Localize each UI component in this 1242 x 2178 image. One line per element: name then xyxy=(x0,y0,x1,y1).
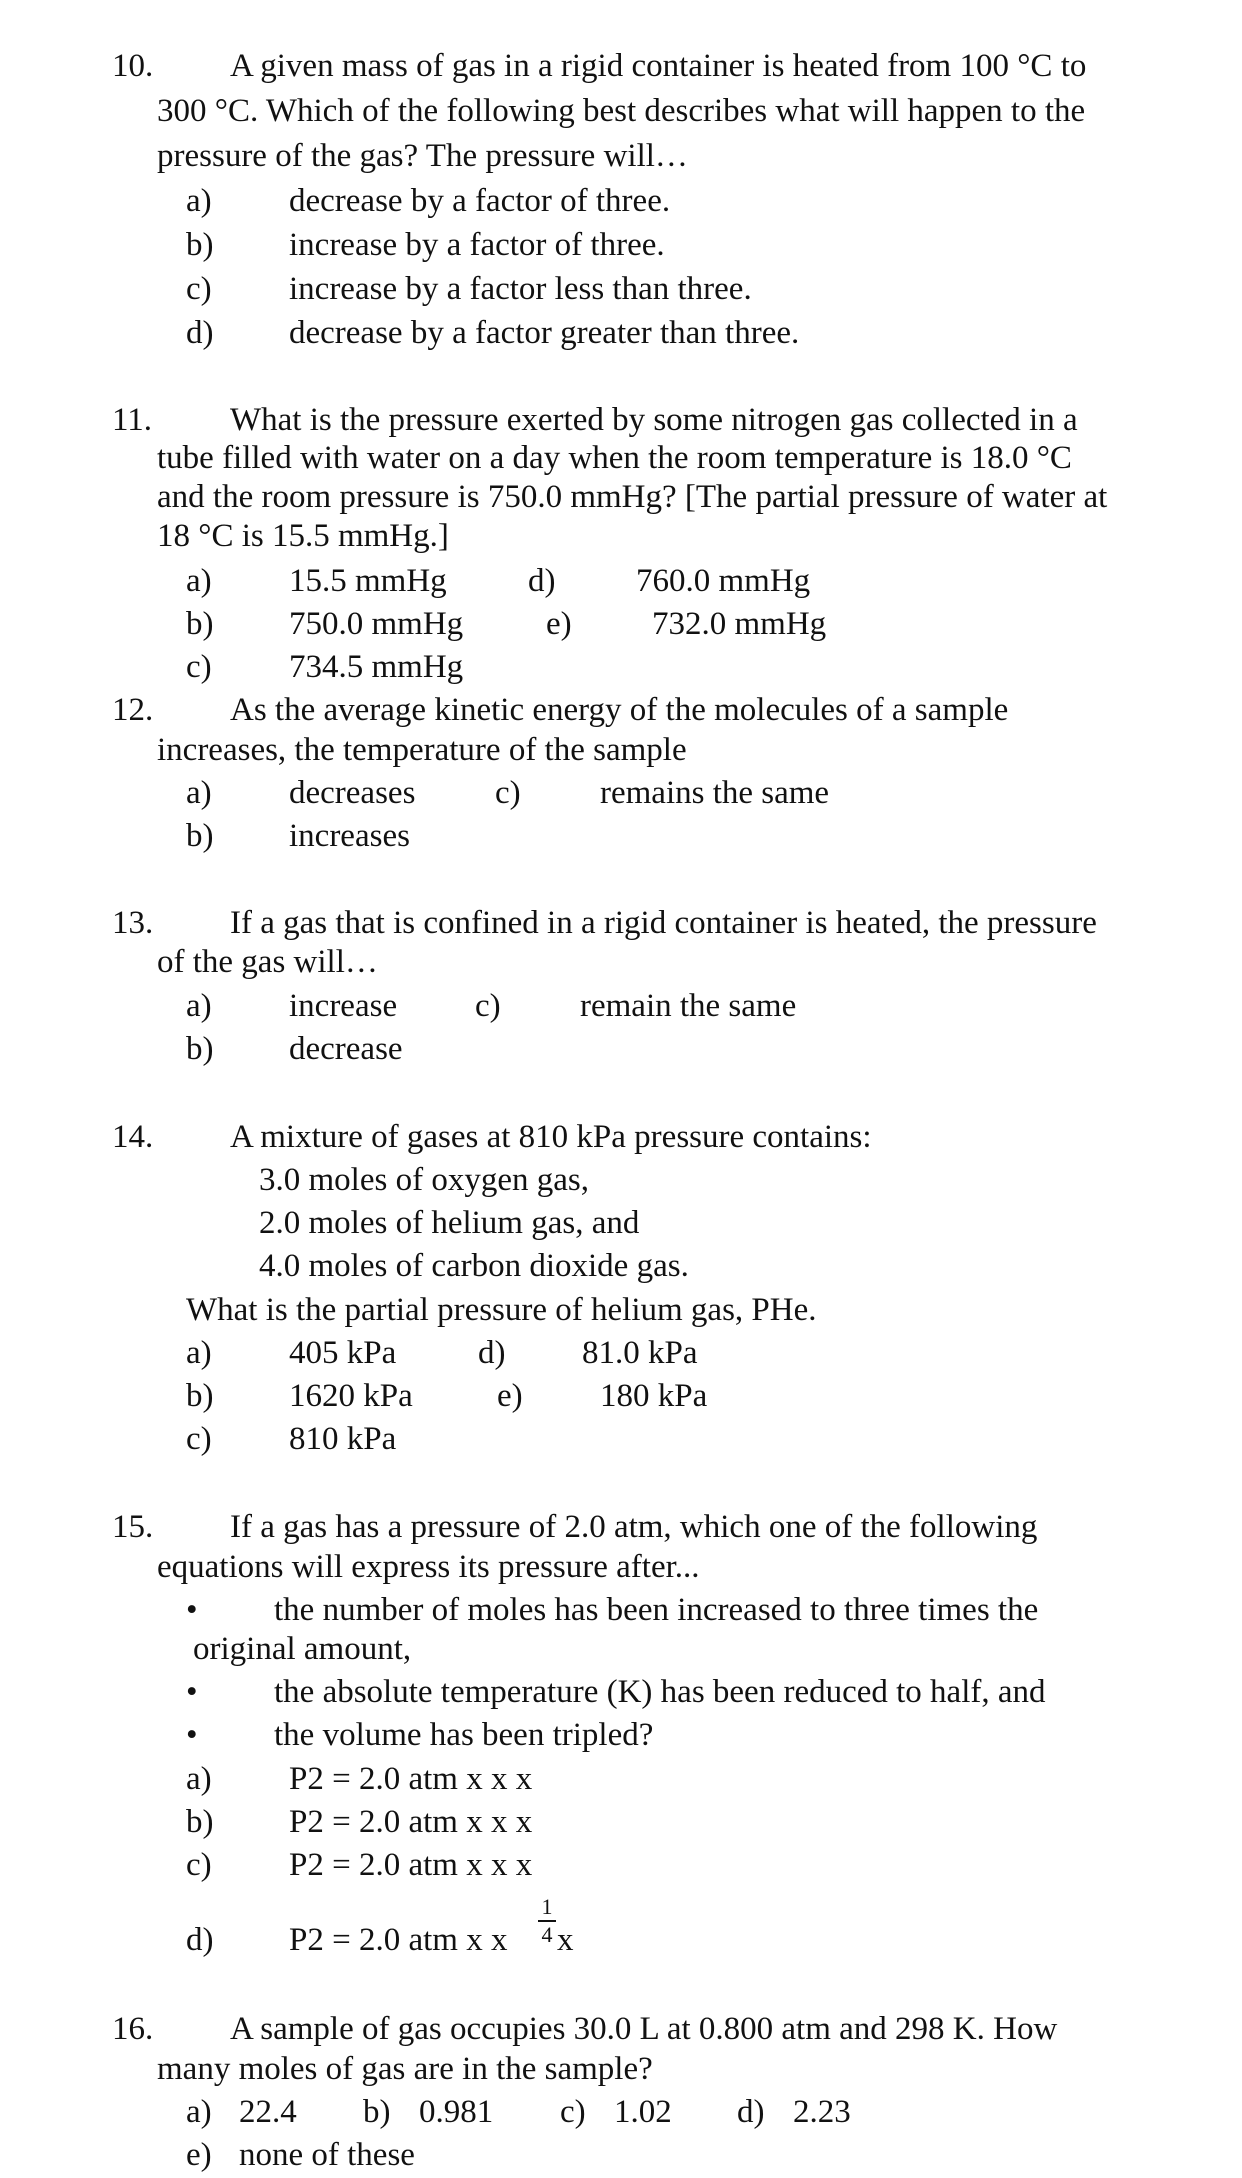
option-text: remains the same xyxy=(600,775,830,811)
option-text: 405 kPa xyxy=(289,1335,397,1371)
option-letter: c) xyxy=(475,988,501,1024)
fraction-denominator: 4 xyxy=(541,1922,553,1947)
option-letter: b) xyxy=(186,818,214,854)
question-text-line: increases, the temperature of the sample xyxy=(157,732,687,768)
option-letter: a) xyxy=(186,1761,212,1797)
question-text-line: A mixture of gases at 810 kPa pressure contains: xyxy=(230,1119,872,1155)
bullet-text: the number of moles has been increased to three times the xyxy=(274,1592,1039,1628)
bullet-text: the absolute temperature (K) has been reduced to half, and xyxy=(274,1674,1046,1710)
option-text: decrease xyxy=(289,1031,403,1067)
option-letter: e) xyxy=(546,606,572,642)
option-text: 180 kPa xyxy=(600,1378,708,1414)
option-letter: b) xyxy=(363,2094,391,2130)
question-number: 11. xyxy=(112,402,153,438)
question-text-line: What is the pressure exerted by some nitrogen gas collected in a xyxy=(230,402,1078,438)
question-text-line: As the average kinetic energy of the molecules of a sample xyxy=(230,692,1009,728)
bullet: • xyxy=(186,1674,198,1710)
option-letter: c) xyxy=(186,1421,212,1457)
option-letter: b) xyxy=(186,1804,214,1840)
option-text: increase xyxy=(289,988,398,1024)
option-text: increases xyxy=(289,818,410,854)
option-text: remain the same xyxy=(580,988,797,1024)
question-text-line: tube filled with water on a day when the room temperature is 18.0 °C xyxy=(157,440,1072,476)
option-text: 810 kPa xyxy=(289,1421,397,1457)
option-letter: d) xyxy=(737,2094,765,2130)
question-text-line: If a gas that is confined in a rigid container is heated, the pressure xyxy=(230,905,1097,941)
question-text-line: many moles of gas are in the sample? xyxy=(157,2051,653,2087)
question-number: 14. xyxy=(112,1119,154,1155)
option-letter: b) xyxy=(186,606,214,642)
option-text: P2 = 2.0 atm x x x xyxy=(289,1804,533,1840)
bullet-text: the volume has been tripled? xyxy=(274,1717,654,1753)
option-text: P2 = 2.0 atm x x x xyxy=(289,1761,533,1797)
option-text: 15.5 mmHg xyxy=(289,563,447,599)
option-letter: a) xyxy=(186,183,212,219)
option-text-tail: x xyxy=(557,1922,574,1958)
question-text-line: If a gas has a pressure of 2.0 atm, which one of the following xyxy=(230,1509,1038,1545)
option-letter: c) xyxy=(186,271,212,307)
option-text: 2.23 xyxy=(793,2094,851,2130)
option-letter: a) xyxy=(186,2094,212,2130)
question-number: 12. xyxy=(112,692,154,728)
option-text: 22.4 xyxy=(239,2094,297,2130)
option-letter: a) xyxy=(186,775,212,811)
question-text-line: 2.0 moles of helium gas, and xyxy=(259,1205,640,1241)
question-text-line: A sample of gas occupies 30.0 L at 0.800 atm and 298 K. How xyxy=(230,2011,1058,2047)
option-letter: d) xyxy=(478,1335,506,1371)
option-letter: d) xyxy=(186,1922,214,1958)
option-text: none of these xyxy=(239,2137,415,2173)
option-text: 734.5 mmHg xyxy=(289,649,464,685)
option-text: P2 = 2.0 atm x x xyxy=(289,1922,508,1958)
question-text-line: 18 °C is 15.5 mmHg.] xyxy=(157,518,449,554)
option-text: decrease by a factor of three. xyxy=(289,183,671,219)
question-text-line: What is the partial pressure of helium gas, PHe. xyxy=(186,1292,817,1328)
option-text: increase by a factor of three. xyxy=(289,227,665,263)
fraction-numerator: 1 xyxy=(541,1894,553,1919)
option-letter: b) xyxy=(186,1378,214,1414)
option-letter: c) xyxy=(495,775,521,811)
bullet: • xyxy=(186,1717,198,1753)
question-text-line: of the gas will… xyxy=(157,944,378,980)
option-text: P2 = 2.0 atm x x x xyxy=(289,1847,533,1883)
question-number: 10. xyxy=(112,48,154,84)
option-text: decreases xyxy=(289,775,416,811)
option-letter: c) xyxy=(186,649,212,685)
option-letter: d) xyxy=(186,315,214,351)
option-text: increase by a factor less than three. xyxy=(289,271,752,307)
option-letter: b) xyxy=(186,1031,214,1067)
question-text-line: A given mass of gas in a rigid container is heated from 100 °C to xyxy=(230,48,1087,84)
question-text-line: 300 °C. Which of the following best describes what will happen to the xyxy=(157,93,1086,129)
option-text: 760.0 mmHg xyxy=(636,563,811,599)
option-letter: a) xyxy=(186,1335,212,1371)
option-text: 732.0 mmHg xyxy=(652,606,827,642)
question-text-line: and the room pressure is 750.0 mmHg? [The partial pressure of water at xyxy=(157,479,1108,515)
question-text-line: pressure of the gas? The pressure will… xyxy=(157,138,688,174)
option-text: 0.981 xyxy=(419,2094,494,2130)
option-letter: a) xyxy=(186,563,212,599)
option-text: 750.0 mmHg xyxy=(289,606,464,642)
question-number: 16. xyxy=(112,2011,154,2047)
option-letter: d) xyxy=(528,563,556,599)
option-letter: b) xyxy=(186,227,214,263)
option-letter: e) xyxy=(186,2137,212,2173)
question-text-line: 4.0 moles of carbon dioxide gas. xyxy=(259,1248,689,1284)
question-text-line: equations will express its pressure after... xyxy=(157,1549,700,1585)
bullet: • xyxy=(186,1592,198,1628)
bullet-text: original amount, xyxy=(193,1631,412,1667)
option-text: 81.0 kPa xyxy=(582,1335,698,1371)
option-text: 1620 kPa xyxy=(289,1378,413,1414)
option-letter: e) xyxy=(497,1378,523,1414)
question-text-line: 3.0 moles of oxygen gas, xyxy=(259,1162,589,1198)
option-text: decrease by a factor greater than three. xyxy=(289,315,800,351)
question-number: 15. xyxy=(112,1509,154,1545)
option-letter: c) xyxy=(560,2094,586,2130)
question-number: 13. xyxy=(112,905,154,941)
option-letter: a) xyxy=(186,988,212,1024)
option-letter: c) xyxy=(186,1847,212,1883)
option-text: 1.02 xyxy=(614,2094,672,2130)
